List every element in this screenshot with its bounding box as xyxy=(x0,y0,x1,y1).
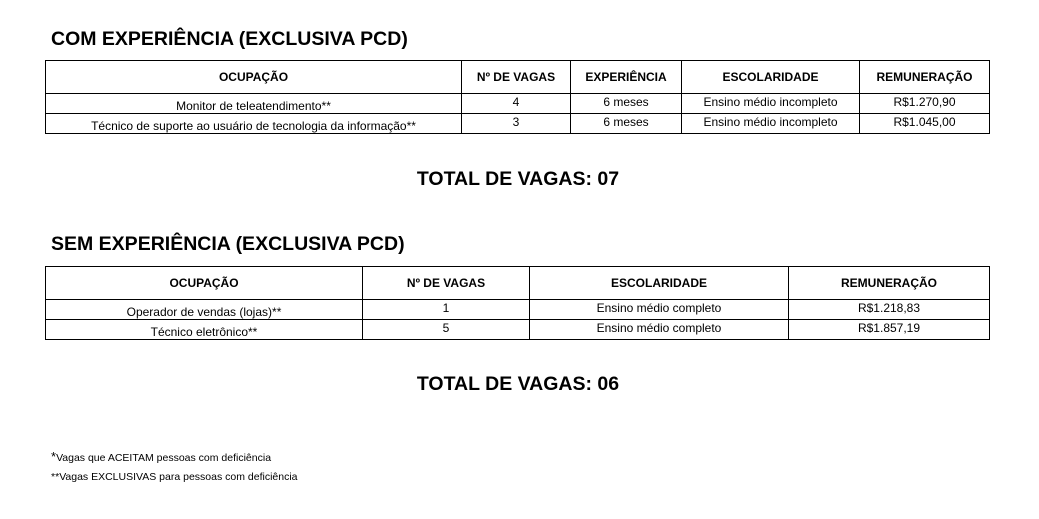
table-row xyxy=(46,320,990,340)
column-header-remuneracao: REMUNERAÇÃO xyxy=(860,61,990,94)
table-row xyxy=(46,300,990,320)
footnote-marker: * xyxy=(51,449,57,464)
table-header-row xyxy=(46,267,990,300)
footnote-marker: ** xyxy=(51,471,60,483)
cell-escolaridade: Ensino médio completo xyxy=(530,300,789,320)
table-header-row xyxy=(46,61,990,94)
section-title-sem-experiencia: SEM EXPERIÊNCIA (EXCLUSIVA PCD) xyxy=(51,233,405,255)
column-header-remuneracao: REMUNERAÇÃO xyxy=(789,267,990,300)
column-header-escolaridade: ESCOLARIDADE xyxy=(530,267,789,300)
jobs-table-com-experiencia xyxy=(45,60,990,134)
cell-escolaridade: Ensino médio completo xyxy=(530,320,789,340)
table-row xyxy=(46,114,990,134)
column-header-vagas: Nº DE VAGAS xyxy=(462,61,571,94)
cell-experiencia: 6 meses xyxy=(571,114,682,134)
cell-vagas: 3 xyxy=(462,114,571,134)
cell-escolaridade: Ensino médio incompleto xyxy=(682,94,860,114)
jobs-table-sem-experiencia xyxy=(45,266,990,340)
table-row xyxy=(46,94,990,114)
section-title-com-experiencia: COM EXPERIÊNCIA (EXCLUSIVA PCD) xyxy=(51,28,408,50)
footnote-exclusivas xyxy=(51,471,298,484)
cell-vagas: 1 xyxy=(363,300,530,320)
cell-escolaridade: Ensino médio incompleto xyxy=(682,114,860,134)
column-header-escolaridade: ESCOLARIDADE xyxy=(682,61,860,94)
cell-remuneracao: R$1.270,90 xyxy=(860,94,990,114)
footnote-text: Vagas EXCLUSIVAS para pessoas com deficiência xyxy=(59,471,298,483)
cell-remuneracao: R$1.218,83 xyxy=(789,300,990,320)
footnote-aceitam xyxy=(51,450,271,465)
cell-remuneracao: R$1.857,19 xyxy=(789,320,990,340)
cell-vagas: 4 xyxy=(462,94,571,114)
total-vagas-sem-experiencia: TOTAL DE VAGAS: 06 xyxy=(416,373,620,395)
cell-experiencia: 6 meses xyxy=(571,94,682,114)
cell-ocupacao: Técnico de suporte ao usuário de tecnologia da informação** xyxy=(46,114,462,134)
cell-ocupacao: Operador de vendas (lojas)** xyxy=(46,300,363,320)
cell-ocupacao: Monitor de teleatendimento** xyxy=(46,94,462,114)
cell-remuneracao: R$1.045,00 xyxy=(860,114,990,134)
column-header-ocupacao: OCUPAÇÃO xyxy=(46,267,363,300)
column-header-vagas: Nº DE VAGAS xyxy=(363,267,530,300)
total-vagas-com-experiencia: TOTAL DE VAGAS: 07 xyxy=(416,168,620,190)
cell-ocupacao: Técnico eletrônico** xyxy=(46,320,363,340)
column-header-ocupacao: OCUPAÇÃO xyxy=(46,61,462,94)
column-header-experiencia: EXPERIÊNCIA xyxy=(571,61,682,94)
footnote-text: Vagas que ACEITAM pessoas com deficiência xyxy=(56,452,272,464)
cell-vagas: 5 xyxy=(363,320,530,340)
